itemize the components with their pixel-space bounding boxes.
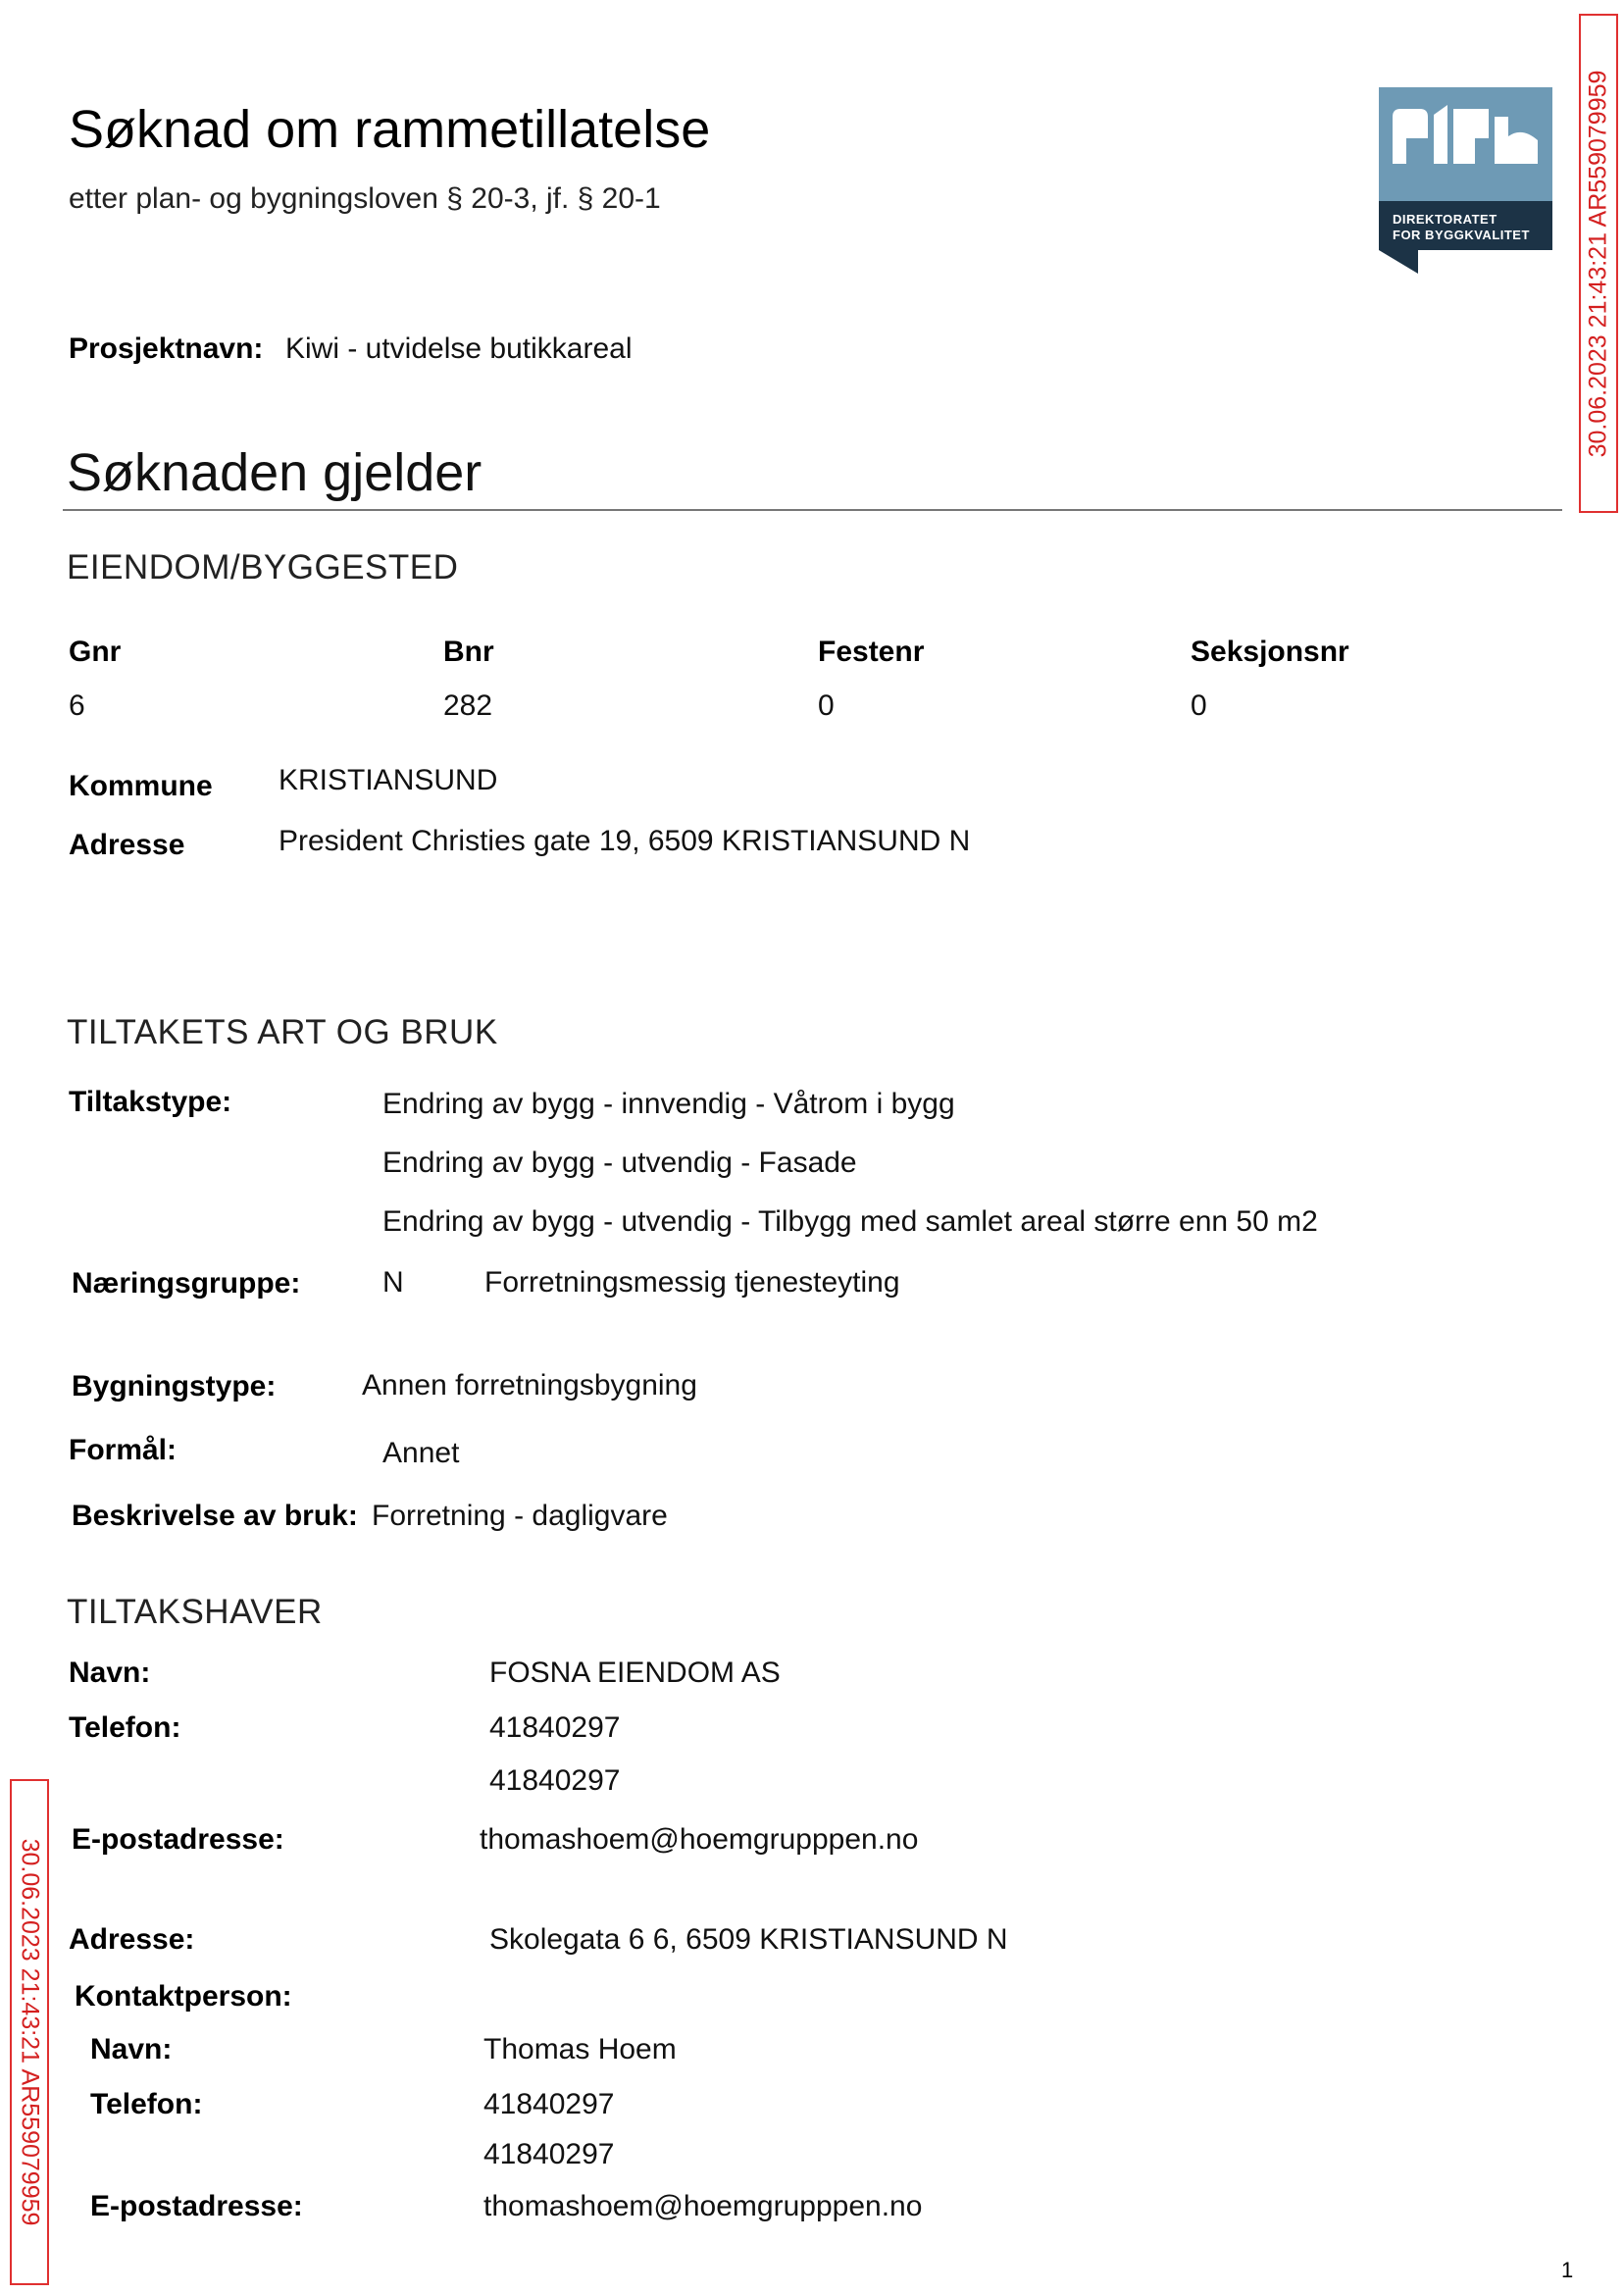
tiltakstype-value-2: Endring av bygg - utvendig - Fasade [382,1147,857,1179]
timestamp-stamp-left [10,1779,49,2285]
kontakt-epost-label: E-postadresse: [90,2190,303,2222]
tiltak-heading: TILTAKETS ART OG BRUK [67,1013,498,1051]
document-subtitle: etter plan- og bygningsloven § 20-3, jf. § 20-1 [69,182,661,215]
dibk-logo-icon [1379,87,1552,274]
bnr-value: 282 [443,689,493,722]
tiltakshaver-adresse-label: Adresse: [69,1923,195,1956]
kommune-value: KRISTIANSUND [279,764,498,796]
project-name-label: Prosjektnavn: [69,332,264,365]
stamp-text: 30.06.2023 21:43:21 AR559079959 [16,1838,44,2226]
gnr-label: Gnr [69,636,122,668]
project-name-value: Kiwi - utvidelse butikkareal [285,332,633,365]
formaal-value: Annet [382,1437,460,1469]
naeringsgruppe-label: Næringsgruppe: [72,1267,301,1300]
kontakt-telefon-value-1: 41840297 [483,2088,615,2120]
tiltakshaver-epost-label: E-postadresse: [72,1823,284,1856]
festenr-label: Festenr [818,636,925,668]
dibk-logo [1379,87,1552,274]
eiendom-heading: EIENDOM/BYGGESTED [67,548,459,586]
tiltakstype-value-1: Endring av bygg - innvendig - Våtrom i bygg [382,1088,955,1120]
kontakt-epost-value: thomashoem@hoemgrupppen.no [483,2190,923,2222]
section-heading: Søknaden gjelder [67,443,482,502]
kontakt-telefon-value-2: 41840297 [483,2138,615,2170]
kontakt-telefon-label: Telefon: [90,2088,203,2120]
tiltakshaver-navn-value: FOSNA EIENDOM AS [489,1657,781,1689]
beskrivelse-bruk-value: Forretning - dagligvare [372,1500,668,1532]
kontakt-navn-label: Navn: [90,2033,173,2065]
beskrivelse-bruk-label: Beskrivelse av bruk: [72,1500,358,1532]
page-number: 1 [1561,2258,1574,2282]
bnr-label: Bnr [443,636,494,668]
adresse-label: Adresse [69,829,185,861]
tiltakstype-label: Tiltakstype: [69,1086,232,1118]
tiltakstype-value-3: Endring av bygg - utvendig - Tilbygg med samlet areal større enn 50 m2 [382,1205,1318,1238]
logo-line-2: FOR BYGGKVALITET [1393,228,1530,242]
adresse-value: President Christies gate 19, 6509 KRISTIANSUND N [279,825,971,857]
seksjonsnr-label: Seksjonsnr [1191,636,1349,668]
tiltakshaver-heading: TILTAKSHAVER [67,1593,323,1631]
tiltakshaver-telefon-value-1: 41840297 [489,1711,621,1744]
naeringsgruppe-code: N [382,1266,404,1299]
logo-line-1: DIREKTORATET [1393,212,1497,227]
bygningstype-value: Annen forretningsbygning [362,1369,697,1402]
document-title: Søknad om rammetillatelse [69,100,711,159]
seksjonsnr-value: 0 [1191,689,1207,722]
kontaktperson-label: Kontaktperson: [75,1980,292,2013]
tiltakshaver-adresse-value: Skolegata 6 6, 6509 KRISTIANSUND N [489,1923,1008,1956]
tiltakshaver-navn-label: Navn: [69,1657,151,1689]
timestamp-stamp-top [1579,14,1618,513]
stamp-text: 30.06.2023 21:43:21 AR559079959 [1584,70,1612,457]
gnr-value: 6 [69,689,85,722]
kommune-label: Kommune [69,770,213,802]
tiltakshaver-epost-value: thomashoem@hoemgrupppen.no [480,1823,919,1856]
formaal-label: Formål: [69,1434,178,1466]
naeringsgruppe-value: Forretningsmessig tjenesteyting [484,1266,900,1299]
tiltakshaver-telefon-label: Telefon: [69,1711,181,1744]
bygningstype-label: Bygningstype: [72,1370,277,1402]
section-divider [63,509,1562,511]
tiltakshaver-telefon-value-2: 41840297 [489,1764,621,1797]
festenr-value: 0 [818,689,835,722]
kontakt-navn-value: Thomas Hoem [483,2033,677,2065]
